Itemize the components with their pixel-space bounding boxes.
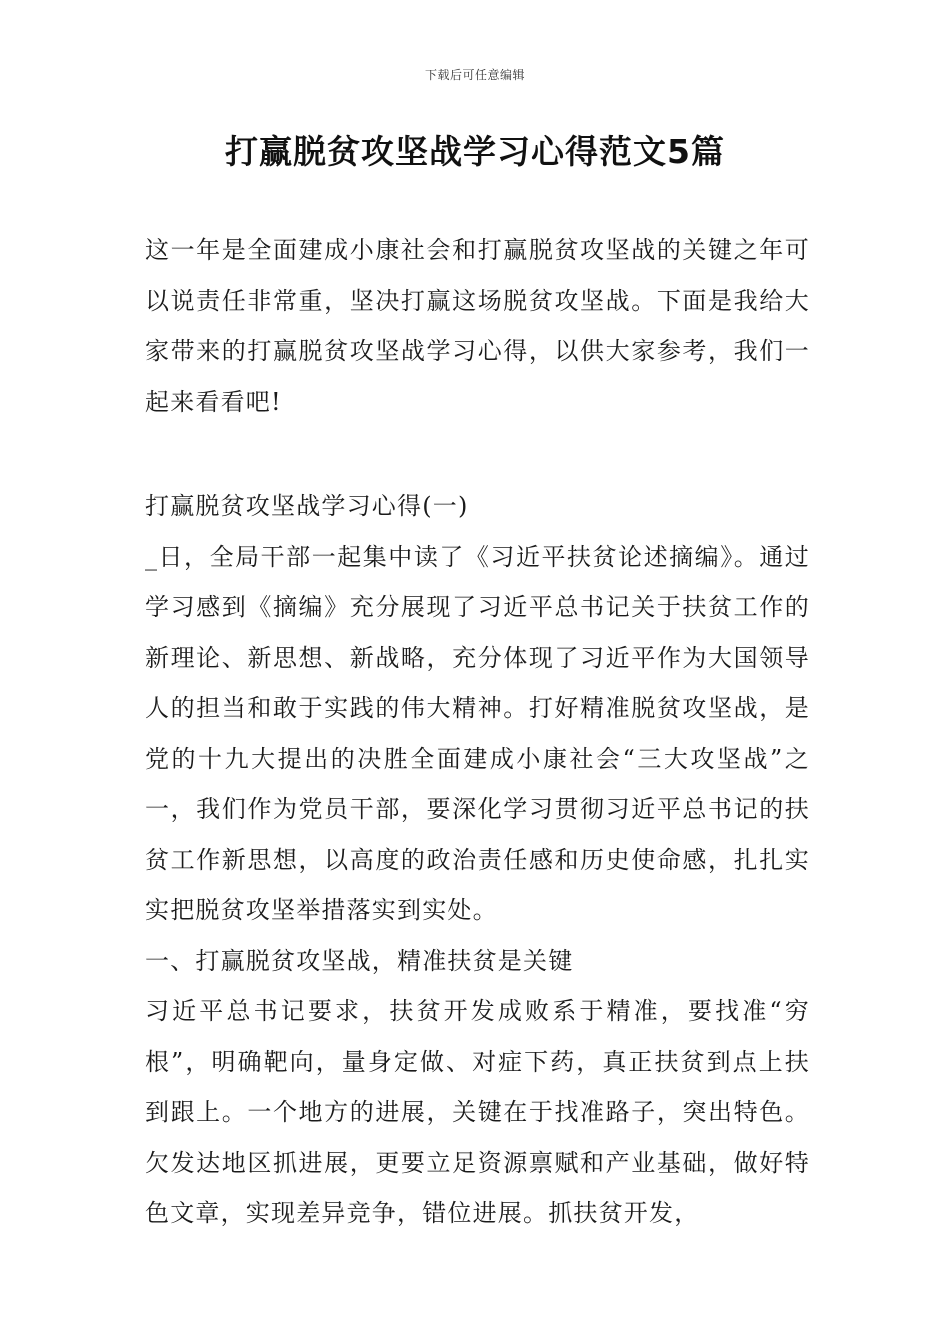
body-paragraph: 习近平总书记要求，扶贫开发成败系于精准，要找准“穷根”，明确靶向，量身定做、对症下药，真正扶贫到点上扶到跟上。一个地方的进展，关键在于找准路子，突出特色。欠发达地区抓进展，更要立足资源禀赋和产业基础，做好特色文章，实现差异竞争，错位进展。抓扶贫开发， (145, 997, 810, 1227)
paragraph-gap (145, 427, 810, 481)
document-title: 打赢脱贫攻坚战学习心得范文5篇 (225, 132, 725, 171)
subheading: 一、打赢脱贫攻坚战，精准扶贫是关键 (145, 946, 574, 975)
document-body (145, 225, 810, 1239)
body-paragraph: _日，全局干部一起集中读了《习近平扶贫论述摘编》。通过学习感到《摘编》充分展现了习近平总书记关于扶贫工作的新理论、新思想、新战略，充分体现了习近平作为大国领导人的担当和敢于实践的伟大精神。打好精准脱贫攻坚战，是党的十九大提出的决胜全面建成小康社会“三大攻坚战”之一，我们作为党员干部，要深化学习贯彻习近平总书记的扶贫工作新思想，以高度的政治责任感和历史使命感，扎扎实实把脱贫攻坚举措落实到实处。 (145, 542, 810, 924)
section-heading: 打赢脱贫攻坚战学习心得(一) (145, 492, 469, 520)
intro-paragraph: 这一年是全面建成小康社会和打赢脱贫攻坚战的关键之年可以说责任非常重，坚决打赢这场脱贫攻坚战。下面是我给大家带来的打赢脱贫攻坚战学习心得，以供大家参考，我们一起来看看吧! (145, 236, 810, 416)
header-note: 下载后可任意编辑 (424, 68, 525, 82)
